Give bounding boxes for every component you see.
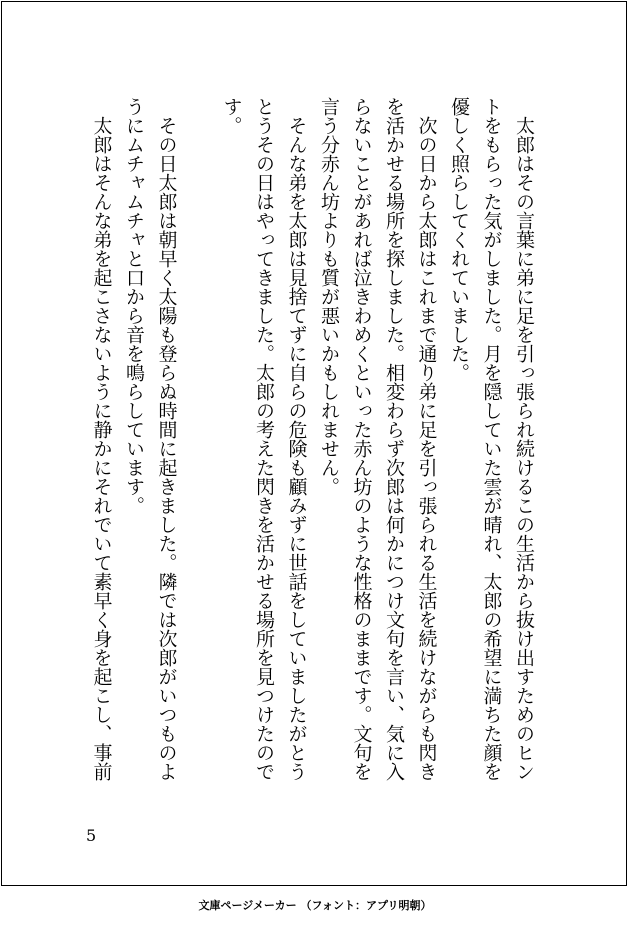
paragraph-4: その日太郎は朝早く太陽も登らぬ時間に起きました。隣では次郎がいつものようにムチャムチャと口から音を鳴らしています。 (123, 97, 178, 781)
paragraph-2: 次の日から太郎はこれまで通り弟に足を引っ張られる生活を続けながらも閃きを活かせる場所を探しました。相変わらず次郎は何かにつけ文句を言い、気に入らないことがあれば泣きわめくといった赤ん坊のような性格のままです。文句を言う分赤ん坊よりも質が悪いかもしれません。 (318, 97, 438, 781)
page-frame (1, 1, 627, 886)
footer-caption: 文庫ページメーカー （フォント：アプリ明朝） (198, 899, 432, 912)
blank-line (183, 97, 216, 797)
page-number: 5 (86, 826, 97, 845)
paragraph-5: 太郎はそんな弟を起こさないように静かにそれでいて素早く身を起こし、事前 (90, 116, 113, 781)
vertical-text-block (80, 97, 540, 797)
paragraph-3: そんな弟を太郎は見捨てずに自らの危険も顧みずに世話をしていましたがとうとうその日はやってきました。太郎の考えた閃きを活かせる場所を見つけたのです。 (220, 97, 308, 781)
paragraph-1: 太郎はその言葉に弟に足を引っ張られ続けるこの生活から抜け出すためのヒントをもらった気がしました。月を隠していた雲が晴れ、太郎の希望に満ちた顔を優しく照らしてくれていました。 (448, 97, 535, 781)
